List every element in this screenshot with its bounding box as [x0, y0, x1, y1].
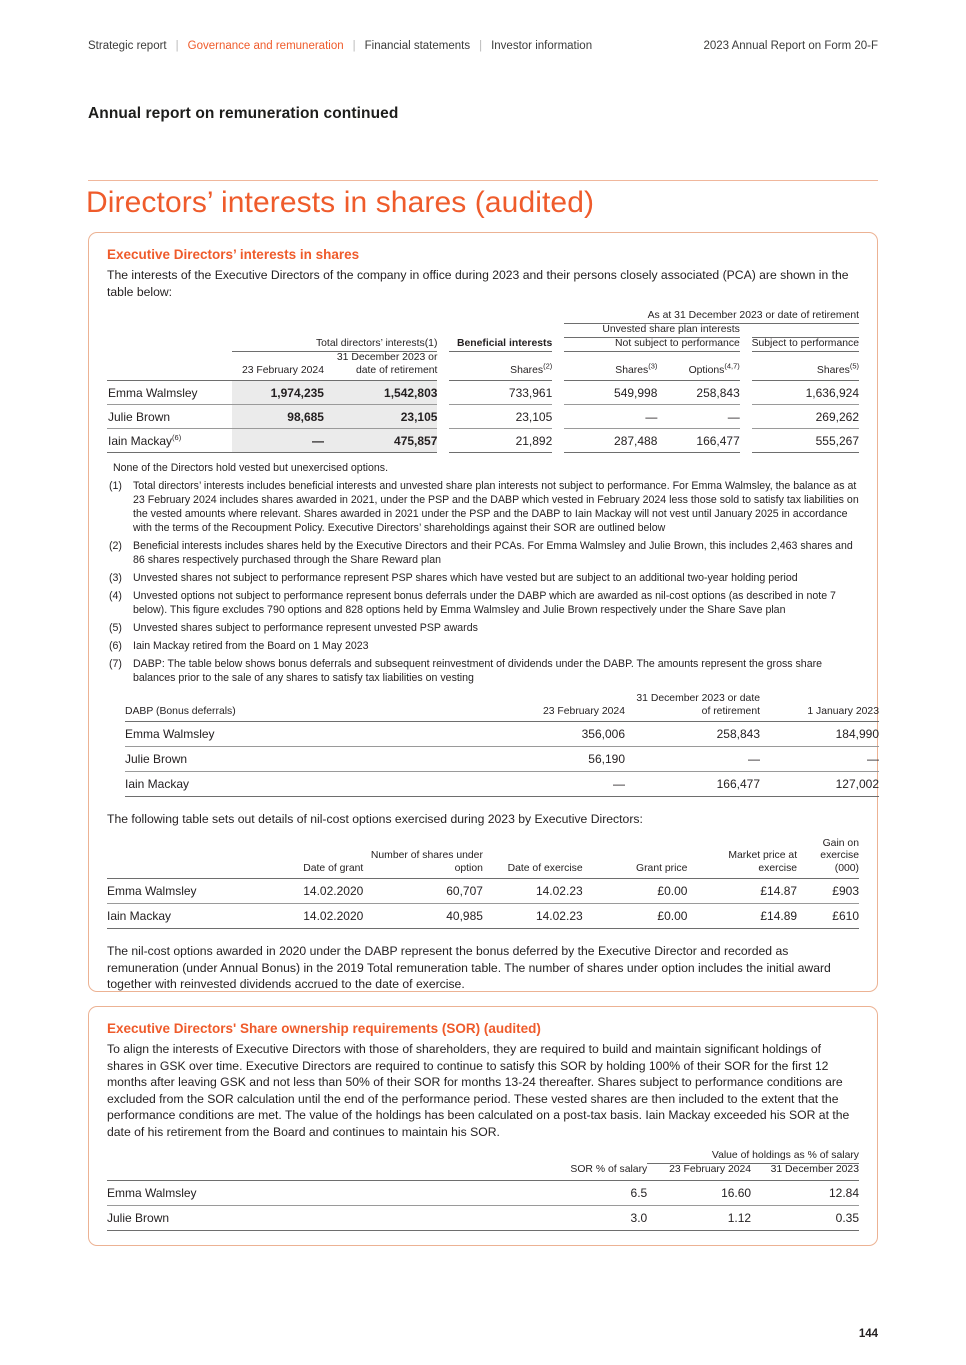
- header-col-dabp-label: DABP (Bonus deferrals): [125, 693, 485, 722]
- sor-holdings-table: [107, 1150, 859, 1231]
- title-rule: [88, 180, 878, 181]
- share-ownership-requirements-panel: [88, 1006, 878, 1246]
- header-col-subject-shares: [752, 352, 859, 381]
- header-group-subject-to-performance: Subject to performance: [752, 338, 859, 352]
- panel-title-sor: Executive Directors' Share ownership requirements (SOR) (audited): [107, 1021, 541, 1036]
- cell-31dec: 166,477: [625, 772, 760, 797]
- footnote-text: Beneficial interests includes shares held by the Executive Directors and their PCAs. For Emma Walmsley and Julie Brown, this includes 2,463 shares and 86 shares respectively purchased through the Share Reward plan: [133, 540, 853, 566]
- cell-23feb: 356,006: [485, 722, 625, 747]
- table-header-span-row-1: [107, 310, 859, 324]
- table-row: [107, 381, 859, 405]
- panel-body-sor: To align the interests of Executive Directors with those of shareholders, they are required to build and maintain significant holdings of shares in GSK over time. Executive Directors are required to continue to satisfy this SOR by holding 100% of their SOR for the first 12 months after leaving GSK and not less than 50% of their SOR for months 13-24 thereafter. Shares subject to performance conditions are excluded from the SOR calculation until the end of the performance period. These vested shares are then included to the extent that the performance conditions are met. The value of the holdings has been calculated on a post-tax basis. Iain Mackay exceeded his SOR at the date of his retirement from the Board and continues to maintain his SOR.: [107, 1042, 850, 1139]
- header-col-23-february-2024: 23 February 2024: [485, 693, 625, 722]
- table-header-column-row: [107, 1164, 859, 1181]
- table-header-column-row: [107, 352, 859, 381]
- executive-directors-interests-panel: [88, 232, 878, 992]
- footnote-item: [107, 589, 859, 617]
- footnote-mark: (7): [109, 658, 122, 670]
- table-row: [125, 747, 879, 772]
- cell-market-price: £14.89: [687, 904, 797, 929]
- cell-1jan: —: [760, 747, 879, 772]
- header-label: Shares: [615, 364, 649, 376]
- row-name: Julie Brown: [107, 1205, 543, 1230]
- header-span-value-of-holdings: Value of holdings as % of salary: [647, 1150, 859, 1164]
- table-row: [107, 904, 859, 929]
- footnote-mark: (3): [109, 572, 122, 584]
- row-name: Iain Mackay: [107, 904, 244, 929]
- page-number: 144: [858, 1328, 878, 1340]
- footnote-text: Iain Mackay retired from the Board on 1 May 2023: [133, 640, 369, 652]
- cell-subject-shares: 1,636,924: [752, 381, 859, 405]
- footnote-mark: (2): [109, 540, 122, 552]
- header-col-gain-on-exercise: Gain on exercise (000): [797, 838, 859, 879]
- panel-title-interests: Executive Directors’ interests in shares: [107, 247, 360, 262]
- cell-23feb: 1.12: [647, 1205, 751, 1230]
- cell-1jan: 127,002: [760, 772, 879, 797]
- row-name: [107, 429, 232, 453]
- footnote-item: [107, 621, 859, 635]
- footnote-text: Unvested options not subject to performance represent bonus deferrals under the DABP which are awarded as nil-cost options (as described in note 7 below). This figure excludes 790 options and 828 options held by Emma Walmsley and Julie Brown respectively under the Share Save plan: [133, 590, 836, 616]
- footnote-mark: (5): [109, 622, 122, 634]
- footnote-mark: (6): [109, 640, 122, 652]
- table-header-group-row: [107, 338, 859, 352]
- page-kicker: Annual report on remuneration continued: [88, 105, 399, 122]
- row-name: [107, 381, 232, 405]
- cell-grant-price: £0.00: [583, 879, 688, 904]
- page-title: Directors’ interests in shares (audited): [86, 186, 595, 219]
- row-name: Emma Walmsley: [107, 1180, 543, 1205]
- header-col-1-january-2023: 1 January 2023: [760, 693, 879, 722]
- nav-crumb-strategic-report[interactable]: Strategic report: [88, 40, 167, 52]
- cell-23feb: —: [485, 772, 625, 797]
- footnote-text: Unvested shares not subject to performance represent PSP shares which have vested but are subject to an additional two-year holding period: [133, 572, 798, 584]
- cell-subject-shares: 555,267: [752, 429, 859, 453]
- header-span-as-at: As at 31 December 2023 or date of retirement: [564, 310, 859, 324]
- header-col-grant-price: Grant price: [583, 838, 688, 879]
- header-label: Shares: [816, 364, 850, 376]
- panel-intro-interests: The interests of the Executive Directors of the company in office during 2023 and their persons closely associated (PCA) are shown in the table below:: [107, 268, 849, 299]
- cell-total-23feb: —: [232, 429, 324, 453]
- cell-date-of-exercise: 14.02.23: [483, 879, 583, 904]
- table-header-span-row-2: [107, 324, 859, 338]
- footnote-item: [107, 639, 859, 653]
- nav-separator: |: [175, 40, 179, 52]
- cell-unvested-shares: 287,488: [564, 429, 657, 453]
- footnote-item: [107, 571, 859, 585]
- table-row: [125, 722, 879, 747]
- header-col-unvested-options: [657, 352, 739, 381]
- document-title: 2023 Annual Report on Form 20-F: [703, 40, 878, 52]
- cell-beneficial-shares: 21,892: [449, 429, 552, 453]
- cell-total-23feb: 98,685: [232, 405, 324, 429]
- footnote-ref-47: (4,7): [724, 361, 740, 371]
- nav-crumb-financial-statements[interactable]: Financial statements: [364, 40, 471, 52]
- header-label: Shares: [510, 364, 544, 376]
- footnote-ref-5: (5): [849, 361, 859, 371]
- nav-separator: |: [479, 40, 483, 52]
- cell-market-price: £14.87: [687, 879, 797, 904]
- footnote-item: [107, 657, 859, 685]
- table-header-row: [107, 838, 859, 879]
- header-col-31-december-2023: 31 December 2023 or date of retirement: [324, 352, 437, 381]
- row-name: [107, 405, 232, 429]
- cell-gain: £610: [797, 904, 859, 929]
- header-col-beneficial-shares: [449, 352, 552, 381]
- footnote-lead: None of the Directors hold vested but unexercised options.: [113, 462, 389, 474]
- header-span-unvested: Unvested share plan interests: [564, 324, 740, 338]
- table-row: [107, 1180, 859, 1205]
- cell-31dec: 258,843: [625, 722, 760, 747]
- footnote-item: [107, 539, 859, 567]
- cell-gain: £903: [797, 879, 859, 904]
- nav-crumb-investor-information[interactable]: Investor information: [491, 40, 593, 52]
- header-group-beneficial-interests: Beneficial interests: [449, 338, 552, 352]
- header-label: Options: [688, 364, 725, 376]
- row-name: Emma Walmsley: [107, 879, 244, 904]
- table-row: [107, 405, 859, 429]
- footnote-ref-2: (2): [543, 361, 553, 371]
- row-name: Emma Walmsley: [125, 722, 485, 747]
- row-name: Iain Mackay: [125, 772, 485, 797]
- cell-unvested-options: 166,477: [657, 429, 739, 453]
- cell-date-of-grant: 14.02.2020: [244, 904, 364, 929]
- closing-paragraph: The nil-cost options awarded in 2020 under the DABP represent the bonus deferred by the Executive Director and recorded as remuneration (under Annual Bonus) in the 2019 Total remuneration table. The number of shares under option includes the initial award together with reinvested dividends accrued to the date of exercise.: [107, 944, 831, 991]
- cell-shares-under-option: 60,707: [363, 879, 483, 904]
- header-col-31-december-2023: 31 December 2023: [751, 1164, 859, 1181]
- header-col-31-december-2023: 31 December 2023 or date of retirement: [625, 693, 760, 722]
- cell-shares-under-option: 40,985: [363, 904, 483, 929]
- cell-unvested-options: 258,843: [657, 381, 739, 405]
- table-row: [125, 772, 879, 797]
- header-col-date-of-exercise: Date of exercise: [483, 838, 583, 879]
- dabp-bonus-deferrals-table: [125, 693, 879, 797]
- header-col-23-february-2024: 23 February 2024: [232, 352, 324, 381]
- header-col-unvested-shares: [564, 352, 657, 381]
- table-header-span-row: [107, 1150, 859, 1164]
- header-col-23-february-2024: 23 February 2024: [647, 1164, 751, 1181]
- cell-23feb: 16.60: [647, 1180, 751, 1205]
- header-col-sor-percent-of-salary: SOR % of salary: [543, 1164, 648, 1181]
- header-col-name: [107, 838, 244, 879]
- cell-subject-shares: 269,262: [752, 405, 859, 429]
- cell-23feb: 56,190: [485, 747, 625, 772]
- footnote-text: Unvested shares subject to performance represent unvested PSP awards: [133, 622, 478, 634]
- cell-total-31dec: 23,105: [324, 405, 437, 429]
- table-row: [107, 879, 859, 904]
- cell-beneficial-shares: 23,105: [449, 405, 552, 429]
- table-header-row: [125, 693, 879, 722]
- cell-total-23feb: 1,974,235: [232, 381, 324, 405]
- footnote-ref-3: (3): [648, 361, 658, 371]
- cell-unvested-shares: 549,998: [564, 381, 657, 405]
- header-col-date-of-grant: Date of grant: [244, 838, 364, 879]
- header-col-number-of-shares-under-option: Number of shares under option: [363, 838, 483, 879]
- nav-crumb-governance-and-remuneration[interactable]: Governance and remuneration: [187, 40, 344, 52]
- row-name-label: Iain Mackay: [108, 433, 173, 448]
- table-row: [107, 429, 859, 453]
- cell-grant-price: £0.00: [583, 904, 688, 929]
- cell-unvested-shares: —: [564, 405, 657, 429]
- footnote-text: Total directors’ interests includes beneficial interests and unvested share plan interests not subject to performance. For Emma Walmsley, the balance as at 23 February 2024 includes shares awarded in 2021, under the PSP and the DABP which vested in February 2024 less those sold to satisfy tax liabilities on the vested amounts where relevant. Shares awarded in 2021 under the PSP and the DABP to Iain Mackay will not vest until January 2025 in accordance with the terms of the Recoupment Policy. Executive Directors’ shareholdings against their SOR are outlined below: [133, 480, 859, 534]
- header-col-market-price-at-exercise: Market price at exercise: [687, 838, 797, 879]
- header-group-not-subject-to-performance: Not subject to performance: [564, 338, 740, 352]
- cell-31dec: 0.35: [751, 1205, 859, 1230]
- row-name-sup: (6): [172, 432, 182, 442]
- directors-interests-table: [107, 310, 859, 453]
- header-group-total-directors-interests: Total directors’ interests(1): [232, 338, 437, 352]
- cell-total-31dec: 475,857: [324, 429, 437, 453]
- footnote-list: [107, 479, 859, 685]
- nil-cost-options-table: [107, 838, 859, 930]
- cell-date-of-exercise: 14.02.23: [483, 904, 583, 929]
- footnote-mark: (4): [109, 590, 122, 602]
- nav-separator: |: [352, 40, 356, 52]
- cell-sor: 6.5: [543, 1180, 648, 1205]
- cell-date-of-grant: 14.02.2020: [244, 879, 364, 904]
- cell-sor: 3.0: [543, 1205, 648, 1230]
- table-row: [107, 1205, 859, 1230]
- footnote-text: DABP: The table below shows bonus deferrals and subsequent reinvestment of dividends under the DABP. The amounts represent the gross share balances prior to the sale of any shares to satisfy tax liabilities on vesting: [133, 658, 823, 684]
- cell-31dec: 12.84: [751, 1180, 859, 1205]
- cell-total-31dec: 1,542,803: [324, 381, 437, 405]
- row-name-label: Emma Walmsley: [108, 385, 198, 400]
- options-intro-paragraph: The following table sets out details of nil-cost options exercised during 2023 by Executive Directors:: [107, 812, 643, 826]
- row-name: Julie Brown: [125, 747, 485, 772]
- cell-unvested-options: —: [657, 405, 739, 429]
- top-navigation: [88, 40, 878, 52]
- cell-1jan: 184,990: [760, 722, 879, 747]
- cell-31dec: —: [625, 747, 760, 772]
- cell-beneficial-shares: 733,961: [449, 381, 552, 405]
- row-name-label: Julie Brown: [108, 409, 171, 424]
- footnote-item: [107, 479, 859, 535]
- footnote-mark: (1): [109, 480, 122, 492]
